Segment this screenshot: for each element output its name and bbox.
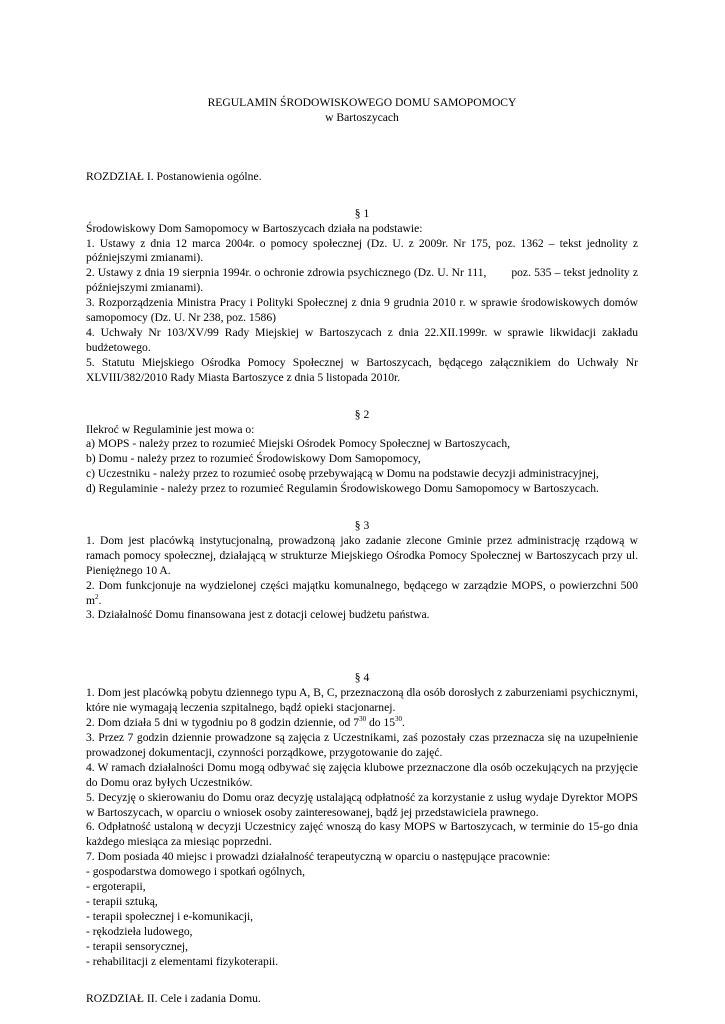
section-2-item-b: b) Domu - należy przez to rozumieć Środowiskowy Dom Samopomocy, <box>86 452 421 466</box>
section-2-item-d: d) Regulaminie - należy przez to rozumieć Regulamin Środowiskowego Domu Samopomocy w Bartoszycach. <box>86 482 599 496</box>
section-4-mark: § 4 <box>354 671 370 685</box>
section-3-mark: § 3 <box>354 519 370 533</box>
section-4-item-3: 3. Przez 7 godzin dziennie prowadzone są zajęcia z Uczestnikami, zaś pozostały czas przeznacza się na uzupełnienie prowadzonej dokumentacji, czynności porządkowe, przygotowanie do zajęć. <box>86 731 638 759</box>
section-1-item-4: 4. Uchwały Nr 103/XV/99 Rady Miejskiej w Bartoszycach z dnia 22.XII.1999r. w sprawie likwidacji zakładu budżetowego. <box>86 325 638 354</box>
workshop-item: - ergoterapii, <box>86 880 146 894</box>
start-time-superscript: 30 <box>359 715 367 724</box>
section-1-item-5: 5. Statutu Miejskiego Ośrodka Pomocy Społecznej w Bartoszycach, będącego załącznikiem do Uchwały Nr XLVIII/382/2010 Rady Miasta Bartoszyce z dnia 5 listopada 2010r. <box>86 355 638 384</box>
section-3-item-2-end: . <box>98 593 102 607</box>
section-3-item-3: 3. Działalność Domu finansowana jest z dotacji celowej budżetu państwa. <box>86 608 430 622</box>
section-1 <box>86 206 641 386</box>
workshop-item: - rękodzieła ludowego, <box>86 924 193 938</box>
section-4-item-2-c: . <box>402 716 405 730</box>
chapter-2-heading: ROZDZIAŁ II. Cele i zadania Domu. <box>86 991 261 1005</box>
workshop-item: - rehabilitacji z elementami fizykoterapii. <box>86 954 279 968</box>
section-4-item-7: 7. Dom posiada 40 miejsc i prowadzi działalność terapeutyczną w oparciu o następujące pracownie: <box>86 850 551 864</box>
section-4-item-1: 1. Dom jest placówką pobytu dziennego typu A, B, C, przeznaczoną dla osób dorosłych z zaburzeniami psychicznymi, które nie wymagają leczenia szpitalnego, bądź opieki stacjonarnej. <box>86 686 638 715</box>
document-subtitle: w Bartoszycach <box>325 110 399 124</box>
section-2 <box>86 408 638 497</box>
section-1-intro: Środowiskowy Dom Samopomocy w Bartoszycach działa na podstawie: <box>86 221 423 235</box>
section-1-item-3: 3. Rozporządzenia Ministra Pracy i Polityki Społecznej z dnia 9 grudnia 2010 r. w sprawie środowiskowych domów samopomocy (Dz. U. Nr 238, poz. 1586) <box>86 296 638 325</box>
section-4-item-6: 6. Odpłatność ustaloną w decyzji Uczestnicy zajęć wnoszą do kasy MOPS w Bartoszycach, w terminie do 15-go dnia każdego miesiąca za miesiąc poprzedni. <box>86 820 638 849</box>
end-time-superscript: 30 <box>395 715 403 724</box>
section-2-intro: Ilekroć w Regulaminie jest mowa o: <box>86 422 255 436</box>
workshop-item: - terapii sztuką, <box>86 894 158 908</box>
section-4-item-2 <box>86 716 638 731</box>
workshop-item: - gospodarstwa domowego i spotkań ogólnych, <box>86 865 305 879</box>
section-1-mark: § 1 <box>354 206 370 220</box>
section-4 <box>86 671 638 969</box>
section-4-item-2-b: do 15 <box>366 716 396 730</box>
section-3-item-1: 1. Dom jest placówką instytucjonalną, prowadzoną jako zadanie zlecone Gminie przez administrację rządową w ramach pomocy społecznej, działającą w strukturze Miejskiego Ośrodka Pomocy Społecznej w Bartoszycach przy ul. Pieniężnego 10 A. <box>86 533 638 577</box>
section-1-item-2: 2. Ustawy z dnia 19 sierpnia 1994r. o ochronie zdrowia psychicznego (Dz. U. Nr 111, poz. 535 – tekst jednolity z późniejszymi zmianami). <box>86 266 641 295</box>
section-3 <box>86 519 638 623</box>
section-4-item-4: 4. W ramach działalności Domu mogą odbywać się zajęcia klubowe przeznaczone dla osób oczekujących na przyjęcie do Domu oraz byłych Uczestników. <box>86 760 638 789</box>
section-4-item-2-a: 2. Dom działa 5 dni w tygodniu po 8 godzin dziennie, od 7 <box>86 716 360 730</box>
workshop-item: - terapii społecznej i e-komunikacji, <box>86 909 254 923</box>
document-page <box>86 96 641 1006</box>
section-4-item-5: 5. Decyzję o skierowaniu do Domu oraz decyzję ustalającą odpłatność za korzystanie z usług wydaje Dyrektor MOPS w Bartoszycach, w oparciu o wniosek osoby zainteresowanej, bądź jej przedstawiciela prawnego. <box>86 790 638 819</box>
chapter-1-heading: ROZDZIAŁ I. Postanowienia ogólne. <box>86 169 262 183</box>
section-2-item-a: a) MOPS - należy przez to rozumieć Miejski Ośrodek Pomocy Społecznej w Bartoszycach, <box>86 437 511 451</box>
section-3-item-2-text: 2. Dom funkcjonuje na wydzielonej części majątku komunalnego, będącego w zarządzie MOPS, o powierzchni 500 m <box>86 578 638 607</box>
section-2-mark: § 2 <box>354 407 370 421</box>
workshop-item: - terapii sensorycznej, <box>86 939 189 953</box>
document-title: REGULAMIN ŚRODOWISKOWEGO DOMU SAMOPOMOCY <box>207 96 517 109</box>
section-2-item-c: c) Uczestniku - należy przez to rozumieć osobę przebywającą w Domu na podstawie decyzji administracyjnej, <box>86 467 599 481</box>
section-1-item-1: 1. Ustawy z dnia 12 marca 2004r. o pomocy społecznej (Dz. U. z 2009r. Nr 175, poz. 1362 – tekst jednolity z późniejszymi zmianami). <box>86 236 638 265</box>
square-meter-superscript: 2 <box>95 592 99 601</box>
section-3-item-2 <box>86 579 638 609</box>
